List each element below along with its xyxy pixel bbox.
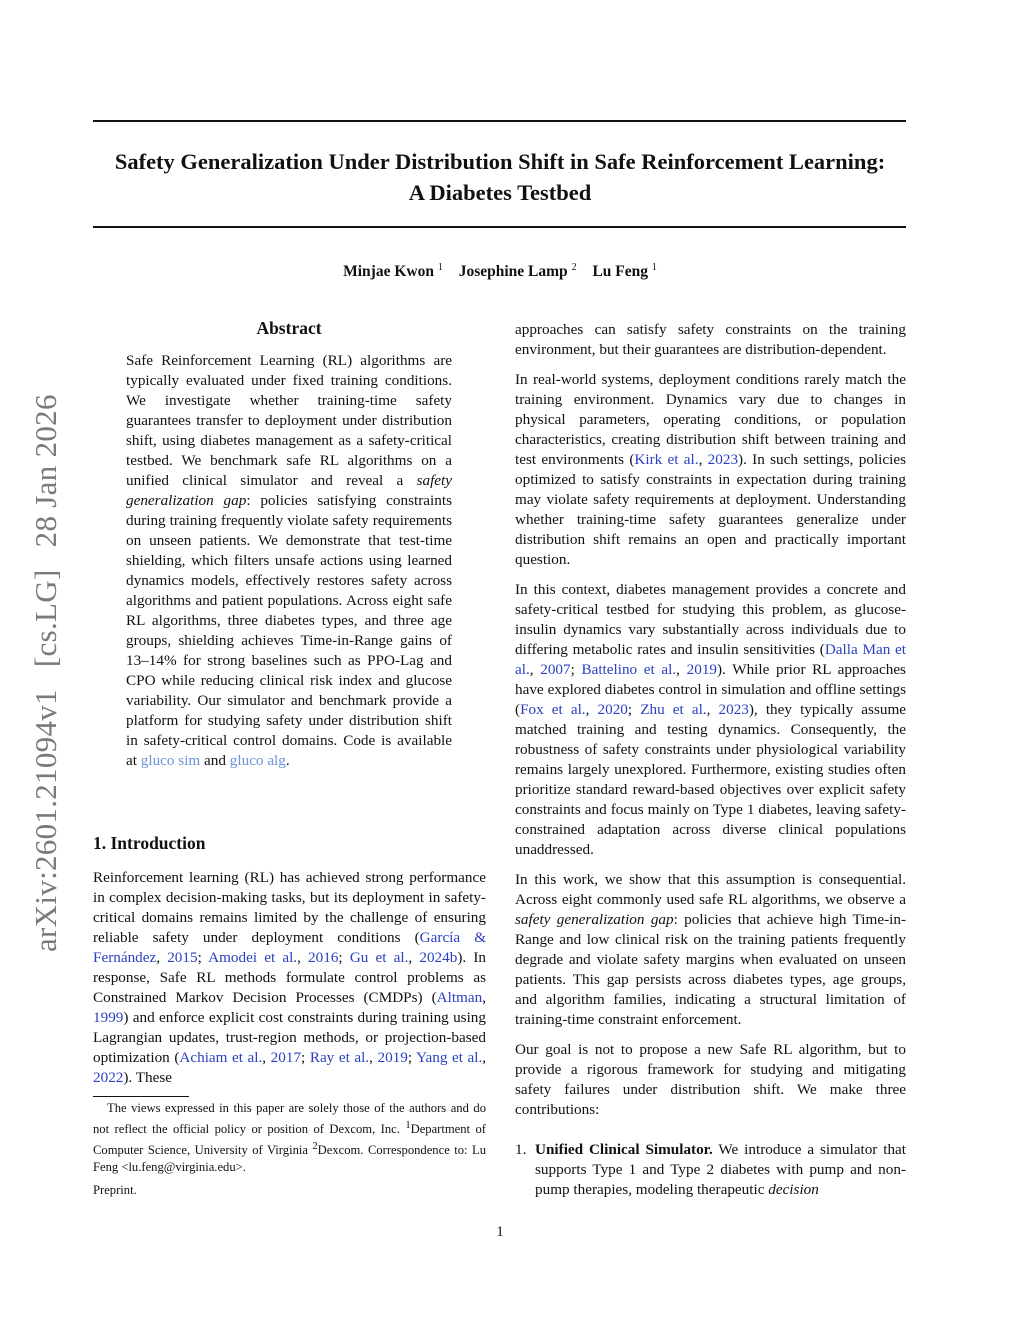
intro-paragraph-4	[515, 870, 906, 1030]
citation-link[interactable]: 2024b	[419, 949, 458, 966]
author-name: Lu Feng	[592, 263, 648, 281]
footnote-superscript: 2	[312, 1141, 318, 1153]
paragraph-text: ). In response, Safe RL methods formulate control problems as Constrained Markov Decision Processes (CMDPs) (	[93, 949, 486, 1006]
list-item-title: Unified Clinical Simulator.	[535, 1141, 713, 1158]
citation-link[interactable]: Ray et al.	[309, 1049, 370, 1066]
intro-paragraph-1: Reinforcement learning (RL) has achieved strong performance in complex decision-making tasks, but its deployment in safety-critical domains remains limited by the challenge of ensuring reliable safety under deployment conditions (García & Fernández, 2015; Amodei et al., 2016; Gu et al., 2024b). In response, Safe RL methods formulate control problems as Constrained Markov Decision Processes (CMDPs) (Altman, 1999) and enforce explicit cost constraints during training using Lagrangian updates, trust-region methods, or projection-based optimization (Achiam et al., 2017; Ray et al., 2019; Yang et al., 2022). These	[93, 869, 487, 1086]
intro-paragraph-3: In this context, diabetes management provides a concrete and safety-critical testbed for studying this problem, as glucose-insulin dynamics vary substantially across individuals due to differing metabolic rates and insulin sensitivities (Dalla Man et al., 2007; Battelino et al., 2019). While prior RL approaches have explored diabetes control in simulation and offline settings (Fox et al., 2020; Zhu et al., 2023), they typically assume matched training and testing dynamics. Consequently, the robustness of safety constraints under physiological variability remains largely unexplored. Furthermore, existing studies often prioritize standard reward-based objectives over explicit safety constraints and focus mainly on Type 1 diabetes, leaving safety-constrained adaptation across diverse clinical populations unaddressed.	[515, 581, 907, 858]
abstract-text: Safe Reinforcement Learning (RL) algorithms are typically evaluated under fixed training conditions. We investigate whether training-time safety guarantees transfer to deployment under distribution shift, using diabetes management as a safety-critical testbed. We benchmark safe RL algorithms on a unified clinical simulator and reveal a	[126, 352, 452, 489]
title-top-rule	[93, 120, 906, 122]
footnote	[93, 1100, 486, 1176]
citation-link[interactable]: 2023	[718, 701, 749, 718]
title-line-1: Safety Generalization Under Distribution Shift in Safe Reinforcement Learning:	[114, 149, 886, 174]
author-affiliation: 1	[437, 262, 443, 273]
author-affiliation: 1	[651, 262, 657, 273]
citation-link[interactable]: 2016	[308, 949, 339, 966]
paragraph-emphasis: safety generalization gap	[515, 911, 674, 928]
citation-link[interactable]: Amodei et al.	[208, 949, 298, 966]
citation-link[interactable]: 1999	[93, 1009, 124, 1026]
arxiv-id: arXiv:2601.21094v1	[28, 689, 63, 952]
citation-link[interactable]: Kirk et al.	[634, 451, 699, 468]
author-name: Minjae Kwon	[343, 263, 434, 281]
paragraph-text: In real-world systems, deployment conditions rarely match the training environment. Dynamics vary due to changes in physical parameters, operating conditions, or population characteristics, creating distribution shift between training and test environments (	[515, 371, 906, 468]
paragraph-text: ), they typically assume matched training and testing dynamics. Consequently, the robustness of safety constraints under physiological variability remains largely unexplored. Furthermore, existing studies often prioritize standard reward-based objectives over explicit safety constraints and focus mainly on Type 1 diabetes, leaving safety-constrained adaptation across diverse clinical populations unaddressed.	[515, 701, 907, 858]
footnote-superscript: 1	[405, 1120, 411, 1131]
paragraph-text: ). In such settings, policies optimized to satisfy constraints in expectation during training may violate safety requirements at deployment. Understanding whether training-time safety guarantees generalize under distribution shift remains an open and practically important question.	[515, 451, 906, 568]
paragraph-text: In this context, diabetes management provides a concrete and safety-critical testbed for studying this problem, as glucose-insulin dynamics vary substantially across individuals due to differing metabolic rates and insulin sensitivities (	[515, 581, 906, 658]
footnote-text: The views expressed in this paper are solely those of the authors and do not reflect the official policy or position of Dexcom, Inc.	[93, 1101, 486, 1137]
citation-link[interactable]: Gu et al.	[349, 949, 409, 966]
citation-link[interactable]: 2007	[540, 661, 571, 678]
list-item-text: We introduce a simulator that supports Type 1 and Type 2 diabetes with pump and non-pump therapies, modeling therapeutic	[535, 1141, 906, 1198]
intro-paragraph-2: In real-world systems, deployment conditions rarely match the training environment. Dynamics vary due to changes in physical parameters, operating conditions, or population characteristics, creating distribution shift between training and test environments (Kirk et al., 2023). In such settings, policies optimized to satisfy constraints in expectation during training may violate safety requirements at deployment. Understanding whether training-time safety guarantees generalize under distribution shift remains an open and practically important question.	[515, 371, 906, 568]
abstract-heading: Abstract	[256, 318, 322, 338]
arxiv-category: [cs.LG]	[28, 569, 63, 668]
intro-paragraph-5: Our goal is not to propose a new Safe RL algorithm, but to provide a rigorous framework for studying and mitigating safety failures under distribution shift. We make three contributions:	[515, 1041, 906, 1118]
footnote-rule	[93, 1096, 189, 1097]
citation-link[interactable]: 2023	[707, 451, 739, 468]
citation-link[interactable]: Yang et al.	[416, 1049, 483, 1066]
citation-link[interactable]: Zhu et al.	[640, 701, 707, 718]
paragraph-text: ). While prior RL approaches have explored diabetes control in simulation and offline settings (	[515, 661, 906, 718]
citation-link[interactable]: Battelino et al.	[581, 661, 677, 678]
citation-link[interactable]: García & Fernández	[93, 929, 487, 966]
abstract-body	[126, 351, 452, 771]
abstract-emphasis: safety generalization gap	[126, 472, 452, 509]
footnote-text: Dexcom. Correspondence to: Lu Feng <lu.feng@virginia.edu>.	[93, 1143, 486, 1175]
citation-link[interactable]: Achiam et al.	[179, 1049, 263, 1066]
citation-link[interactable]: 2019	[377, 1049, 408, 1066]
citation-link[interactable]: Altman	[436, 989, 483, 1006]
preprint-label: Preprint.	[93, 1183, 137, 1197]
list-item-emphasis: decision	[768, 1181, 819, 1198]
author-name: Josephine Lamp	[458, 263, 568, 281]
list-item	[535, 1140, 906, 1200]
arxiv-date: 28 Jan 2026	[28, 394, 63, 548]
citation-link[interactable]: Dalla Man et al.	[515, 641, 906, 678]
author-affiliation: 2	[571, 262, 577, 273]
abstract-text: .	[285, 752, 290, 769]
gluco-alg-link[interactable]: gluco alg	[229, 752, 286, 769]
citation-link[interactable]: 2017	[270, 1049, 302, 1066]
abstract-text: and	[200, 752, 230, 769]
citation-link[interactable]: 2020	[597, 701, 628, 718]
abstract-text: : policies satisfying constraints during training frequently violate safety requirements on unseen patients. We demonstrate that test-time shielding, which filters unsafe actions using learned dynamics models, effectively restores safety across algorithms and patient populations. Across eight safe RL algorithms, three diabetes types, and three age groups, shielding achieves Time-in-Range gains of 13–14% for strong baselines such as PPO-Lag and CPO while reducing clinical risk index and glucose variability. Our simulator and benchmark provide a platform for studying safety under distribution shift in safety-critical control domains. Code is available at	[126, 492, 452, 769]
list-item-number: 1.	[515, 1141, 527, 1158]
citation-link[interactable]: Fox et al.	[520, 701, 586, 718]
gluco-sim-link[interactable]: gluco sim	[140, 752, 201, 769]
paragraph-text: Reinforcement learning (RL) has achieved strong performance in complex decision-making tasks, but its deployment in safety-critical domains remains limited by the challenge of ensuring reliable safety under deployment conditions (	[93, 869, 486, 946]
citation-link[interactable]: 2019	[686, 661, 717, 678]
page-number: 1	[496, 1224, 504, 1240]
intro-paragraph-1-continued: approaches can satisfy safety constraints on the training environment, but their guarantees are distribution-dependent.	[515, 321, 906, 358]
paragraph-text: : policies that achieve high Time-in-Range and low clinical risk on the training patients frequently degrade and violate safety margins when evaluated on unseen patients. This gap persists across diabetes types, age groups, and algorithm families, indicating a structural limitation of training-time constraint enforcement.	[515, 911, 907, 1028]
citation-link[interactable]: 2015	[167, 949, 198, 966]
title-line-2: A Diabetes Testbed	[408, 180, 592, 205]
paper-title	[60, 146, 940, 208]
citation-link[interactable]: 2022	[93, 1069, 124, 1086]
footnote-text: Department of Computer Science, University of Virginia	[93, 1122, 486, 1158]
paragraph-text: In this work, we show that this assumption is consequential. Across eight commonly used safe RL algorithms, we observe a	[515, 871, 906, 908]
paragraph-text: ). These	[123, 1069, 173, 1086]
author-list	[0, 262, 1000, 281]
section-heading-introduction: 1. Introduction	[93, 833, 206, 853]
title-bottom-rule	[93, 226, 906, 228]
arxiv-sidebar	[28, 394, 64, 952]
paragraph-text: ) and enforce explicit cost constraints during training using Lagrangian updates, trust-region methods, or projection-based optimization (	[93, 1009, 486, 1066]
